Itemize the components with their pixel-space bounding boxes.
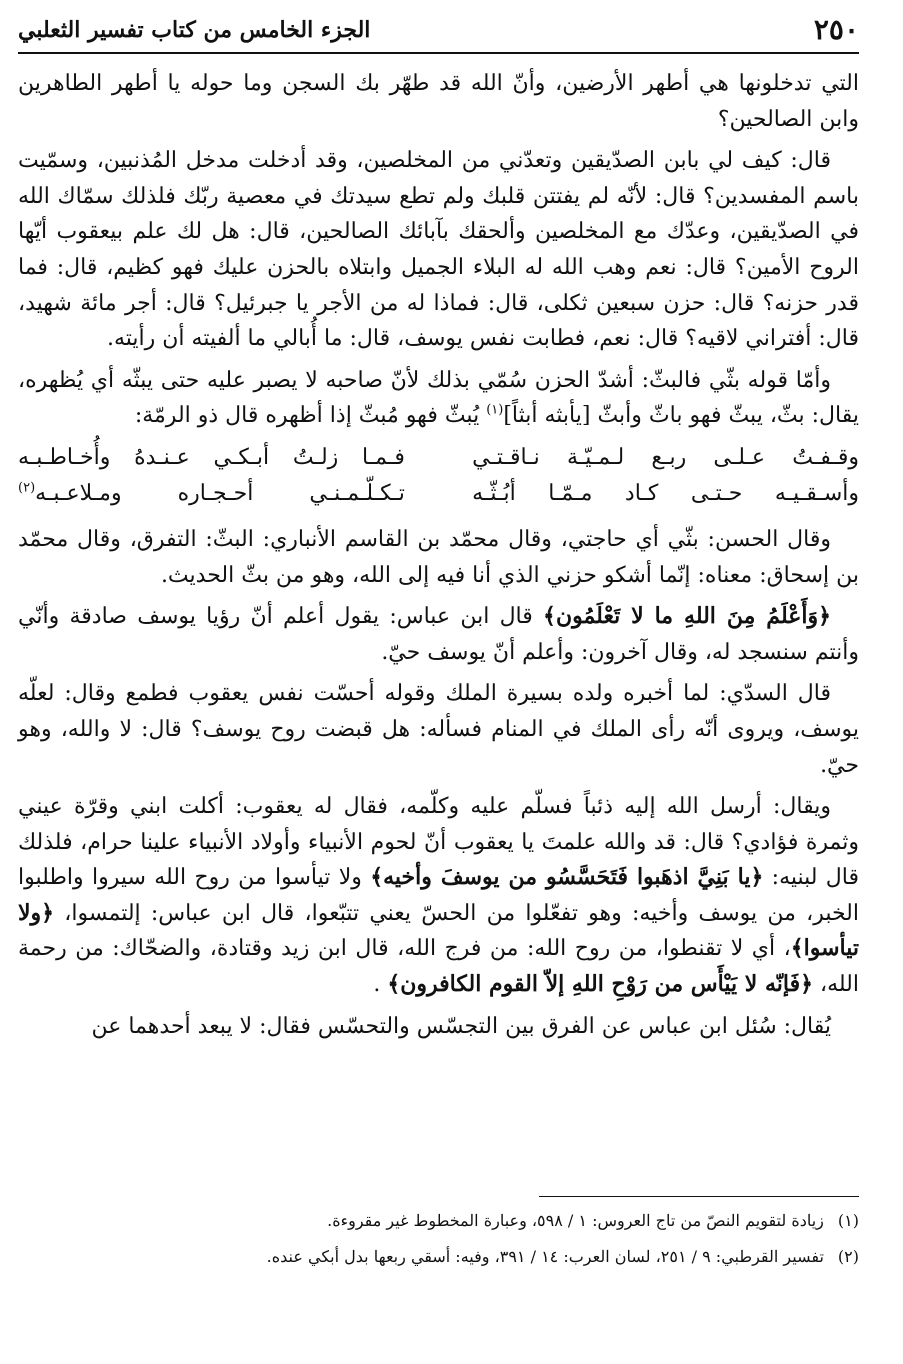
paragraph-text: يُبثّ فهو مُبثّ إذا أظهره قال ذو الرمّة:: [134, 403, 487, 429]
footnote-ref: (٢): [18, 480, 36, 496]
footnote-text: زيادة لتقويم النصّ من تاج العروس: ١ / ٥٩٨، وعبارة المخطوط غير مقروءة.: [327, 1211, 824, 1230]
footnotes: [18, 1196, 859, 1279]
paragraph: قال: كيف لي بابن الصدّيقين وتعدّني من المخلصين، وقد أدخلت مدخل المُذنبين، وسمّيت باسم المفسدين؟ قال: لأنّه لم يفتتن قلبك ولم تطع سيدتك في معصية ربّك فلذلك سمّاك الله في الصدّيقين، وعدّك مع المخلصين وألحقك بآبائك الصالحين، قال: هل لك علم بيعقوب أيّها الروح الأمين؟ قال: نعم وهب الله له البلاء الجميل وابتلاه بالحزن عليك فهو كظيم، قال: فما قدر حزنه؟ قال: حزن سبعين ثكلى، قال: فماذا له من الأجر يا جبرئيل؟ قال: أجر مائة شهيد، قال: أفتراني لاقيه؟ قال: نعم، فطابت نفس يوسف، قال: ما أُبالي ما ألفيته أن رأيته.: [18, 148, 859, 352]
poem-verse: [18, 476, 859, 512]
footnote: [18, 1207, 859, 1235]
footnote-number: (٢): [837, 1247, 859, 1266]
paragraph-text: ولا تيأسوا من روح الله سيروا واطلبوا الخبر، من يوسف وأخيه: وهو تفعّلوا من الحسّ يعني تتبّعوا، قال ابن عباس: إلتمسوا،: [18, 865, 859, 926]
paragraph-text: وأمّا قوله بثّي فالبثّ: أشدّ الحزن سُمّي بذلك لأنّ صاحبه لا يصبر عليه حتى يبثّه أي يُظهره، يقال: بثّ، يبثّ فهو باثّ وأبثّ [يأبثه أبثاً]: [18, 367, 859, 429]
poem-hemistich-second: فـمـا زلـتُ أبـكـي عـنـدهُ وأُخـاطـبـه: [18, 444, 405, 470]
poem-hemistich-text: تـكـلّـمـنـي أحـجـاره ومـلاعـبـه: [35, 480, 405, 506]
paragraph: وقال الحسن: بثّي أي حاجتي، وقال محمّد بن القاسم الأنباري: البثّ: التفرق، وقال محمّد بن إسحاق: معناه: إنّما أشكو حزني الذي أنا فيه إلى الله، وهو من بثّ الحديث.: [18, 526, 859, 588]
poem-hemistich-first: وقـفـتُ عـلـى ربـع لـمـيّـة نـاقـتـي: [472, 444, 859, 470]
footnote-number: (١): [837, 1211, 859, 1230]
paragraph: [18, 599, 859, 670]
paragraph-text: ، أي لا تقنطوا، من روح الله: من فرج الله، قال ابن زيد وقتادة، والضحّاك: من رحمة الله،: [18, 936, 859, 998]
footnote-divider: [539, 1196, 859, 1197]
poem-hemistich-first: وأسـقـيـه حـتـى كـاد مـمّـا أبُـثّـه: [472, 480, 859, 506]
paragraph: [18, 363, 859, 434]
poem: [18, 440, 859, 512]
paragraph: [18, 789, 859, 1003]
paragraph-text: ويقال: أرسل الله إليه ذئباً فسلّم عليه وكلّمه، فقال له يعقوب: أكلت ابني وقرّة عيني وثمرة فؤادي؟ قال: قد والله علمتَ يا يعقوب أنّ لحوم الأنبياء وأولاد الأنبياء علينا حرام، فلذلك قال لبنيه:: [18, 794, 859, 891]
paragraph: قال السدّي: لما أخبره ولده بسيرة الملك وقوله أحسّت نفس يعقوب فطمع وقال: لعلّه يوسف، ويروى أنّه رأى الملك في المنام فسأله: هل قبضت روح يوسف؟ قال: لا والله، وهو حيّ.: [18, 681, 859, 778]
quran-quote: ﴿ولا تيأسوا﴾: [18, 899, 859, 962]
paragraph-text: .: [373, 972, 388, 998]
footnote-text: تفسير القرطبي: ٩ / ٢٥١، لسان العرب: ١٤ / ٣٩١، وفيه: أسقي ربعها بدل أبكي عنده.: [266, 1247, 824, 1266]
page-header: [18, 8, 859, 54]
page-number: ٢٥٠: [813, 13, 859, 46]
quran-quote: ﴿فَإنّه لا يَيْأَس من رَوْحِ اللهِ إلاّ القوم الكافرون﴾: [387, 971, 813, 998]
footnote-ref: (١): [486, 403, 504, 419]
paragraph-text: قال ابن عباس: يقول أعلم أنّ رؤيا يوسف صادقة وأنّي وأنتم سنسجد له، وقال آخرون: وأعلم أنّ يوسف حيّ.: [18, 604, 859, 665]
footnote: [18, 1243, 859, 1271]
poem-hemistich-second: [18, 476, 405, 512]
quran-quote: ﴿وَأَعْلَمُ مِنَ اللهِ ما لا تَعْلَمُون﴾: [543, 603, 831, 630]
paragraph: يُقال: سُئل ابن عباس عن الفرق بين التجسّس والتحسّس فقال: لا يبعد أحدهما عن: [91, 1013, 831, 1039]
paragraph: التي تدخلونها هي أطهر الأرضين، وأنّ الله قد طهّر بك السجن وما حوله يا أطهر الطاهرين وابن الصالحين؟: [18, 71, 859, 132]
poem-verse: [18, 440, 859, 476]
running-title: الجزء الخامس من كتاب تفسير الثعلبي: [18, 17, 371, 43]
quran-quote: ﴿يا بَنِيَّ اذهَبوا فَتَحَسَّسُو من يوسفَ وأخيه﴾: [370, 864, 764, 891]
main-text: [18, 66, 859, 1050]
